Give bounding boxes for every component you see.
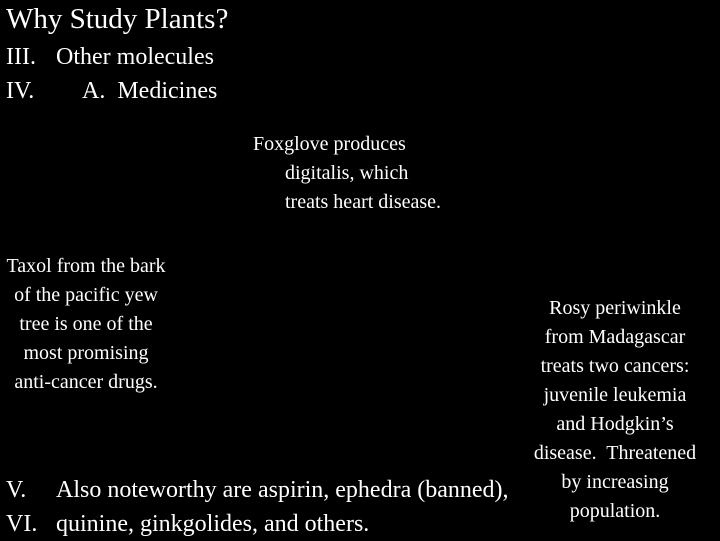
foxglove-caption [253, 130, 441, 217]
caption-line: Foxglove produces [253, 133, 406, 155]
caption-line: by increasing [561, 471, 669, 493]
rosy-periwinkle-caption [510, 294, 720, 526]
taxol-caption: Taxol from the bark of the pacific yew tree is one of the most promising anti-cancer drugs. [6, 255, 166, 393]
outline-item-6 [6, 507, 369, 541]
outline-text: Also noteworthy are aspirin, ephedra (banned), [56, 477, 509, 503]
caption-line: juvenile leukemia [543, 384, 687, 406]
caption-line: population. [569, 500, 661, 522]
caption-line: treats heart disease. [285, 191, 442, 213]
caption-line: disease. Threatened [533, 442, 697, 464]
outline-item-5 [6, 473, 509, 507]
outline-text: A. Medicines [82, 78, 218, 104]
caption-line: Rosy periwinkle [549, 297, 681, 319]
outline-marker: III. [6, 44, 36, 70]
outline-marker: V. [6, 477, 27, 503]
outline-marker: VI. [6, 511, 38, 537]
caption-line: digitalis, which [285, 162, 409, 184]
caption-line: and Hodgkin’s [556, 413, 674, 435]
outline-text: quinine, ginkgolides, and others. [56, 511, 370, 537]
outline-item-4 [6, 74, 217, 108]
caption-line: from Madagascar [544, 326, 686, 348]
outline-item-3 [6, 40, 214, 74]
outline-text: Other molecules [56, 44, 214, 70]
slide-title: Why Study Plants? [6, 3, 229, 35]
outline-marker: IV. [6, 78, 35, 104]
caption-line: treats two cancers: [540, 355, 690, 377]
